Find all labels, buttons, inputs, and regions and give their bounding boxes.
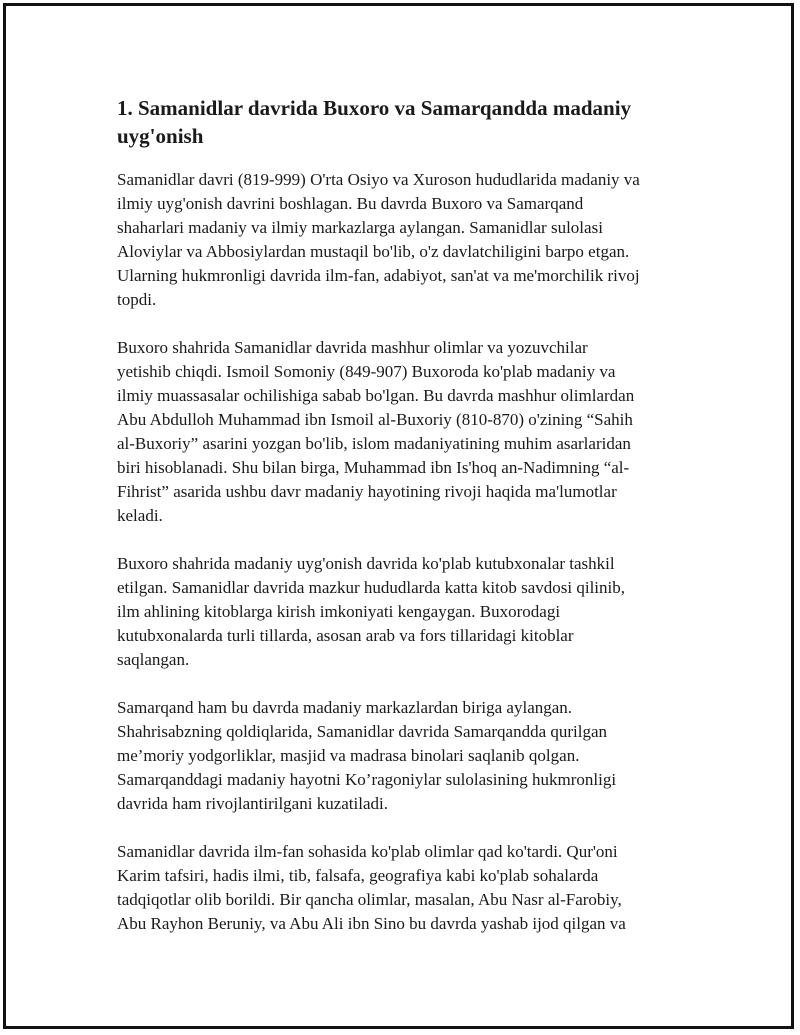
text-line: kutubxonalarda turli tillarda, asosan arab va fors tillaridagi kitoblar bbox=[117, 626, 574, 645]
text-line: biri hisoblanadi. Shu bilan birga, Muhammad ibn Is'hoq an-Nadimning “al- bbox=[117, 458, 630, 477]
text-line: Buxoro shahrida madaniy uyg'onish davrida ko'plab kutubxonalar tashkil bbox=[117, 554, 615, 573]
text-line: shaharlari madaniy va ilmiy markazlarga aylangan. Samanidlar sulolasi bbox=[117, 218, 603, 237]
text-line: Samarqand ham bu davrda madaniy markazlardan biriga aylangan. bbox=[117, 698, 573, 717]
text-line: Abu Abdulloh Muhammad ibn Ismoil al-Buxoriy (810-870) o'zining “Sahih bbox=[117, 410, 633, 429]
text-line: me’moriy yodgorliklar, masjid va madrasa binolari saqlanib qolgan. bbox=[117, 746, 580, 765]
text-line: topdi. bbox=[117, 290, 157, 309]
text-line: Samanidlar davrida ilm-fan sohasida ko'plab olimlar qad ko'tardi. Qur'oni bbox=[117, 842, 618, 861]
text-line: davrida ham rivojlantirilgani kuzatiladi. bbox=[117, 794, 388, 813]
text-line: ilmiy uyg'onish davrini boshlagan. Bu davrda Buxoro va Samarqand bbox=[117, 194, 584, 213]
paragraph-science bbox=[117, 840, 689, 936]
text-line: Samanidlar davri (819-999) O'rta Osiyo va Xuroson hududlarida madaniy va bbox=[117, 170, 640, 189]
section-title bbox=[117, 94, 689, 150]
text-line: ilmiy muassasalar ochilishiga sabab bo'lgan. Bu davrda mashhur olimlardan bbox=[117, 386, 635, 405]
text-line: tadqiqotlar olib borildi. Bir qancha olimlar, masalan, Abu Nasr al-Farobiy, bbox=[117, 890, 622, 909]
text-line: ilm ahlining kitoblarga kirish imkoniyati kengaygan. Buxorodagi bbox=[117, 602, 561, 621]
text-line: yetishib chiqdi. Ismoil Somoniy (849-907) Buxoroda ko'plab madaniy va bbox=[117, 362, 616, 381]
text-line: Aloviylar va Abbosiylardan mustaqil bo'lib, o'z davlatchiligini barpo etgan. bbox=[117, 242, 630, 261]
paragraph-samarkand bbox=[117, 696, 689, 816]
title-line: 1. Samanidlar davrida Buxoro va Samarqandda madaniy bbox=[117, 96, 632, 120]
text-line: Fihrist” asarida ushbu davr madaniy hayotining rivoji haqida ma'lumotlar bbox=[117, 482, 617, 501]
text-line: Karim tafsiri, hadis ilmi, tib, falsafa, geografiya kabi ko'plab sohalarda bbox=[117, 866, 599, 885]
document-content bbox=[117, 94, 689, 960]
text-line: etilgan. Samanidlar davrida mazkur hududlarda katta kitob savdosi qilinib, bbox=[117, 578, 625, 597]
paragraph-bukhara-scholars bbox=[117, 336, 689, 528]
text-line: Buxoro shahrida Samanidlar davrida mashhur olimlar va yozuvchilar bbox=[117, 338, 588, 357]
text-line: Abu Rayhon Beruniy, va Abu Ali ibn Sino bu davrda yashab ijod qilgan va bbox=[117, 914, 626, 933]
text-line: saqlangan. bbox=[117, 650, 190, 669]
text-line: al-Buxoriy” asarini yozgan bo'lib, islom madaniyatining muhim asarlaridan bbox=[117, 434, 631, 453]
paragraph-samanid-era bbox=[117, 168, 689, 312]
paragraph-bukhara-libraries bbox=[117, 552, 689, 672]
text-line: Shahrisabzning qoldiqlarida, Samanidlar davrida Samarqandda qurilgan bbox=[117, 722, 608, 741]
text-line: keladi. bbox=[117, 506, 163, 525]
title-line: uyg'onish bbox=[117, 124, 204, 148]
text-line: Samarqanddagi madaniy hayotni Ko’ragoniylar sulolasining hukmronligi bbox=[117, 770, 617, 789]
text-line: Ularning hukmronligi davrida ilm-fan, adabiyot, san'at va me'morchilik rivoj bbox=[117, 266, 640, 285]
